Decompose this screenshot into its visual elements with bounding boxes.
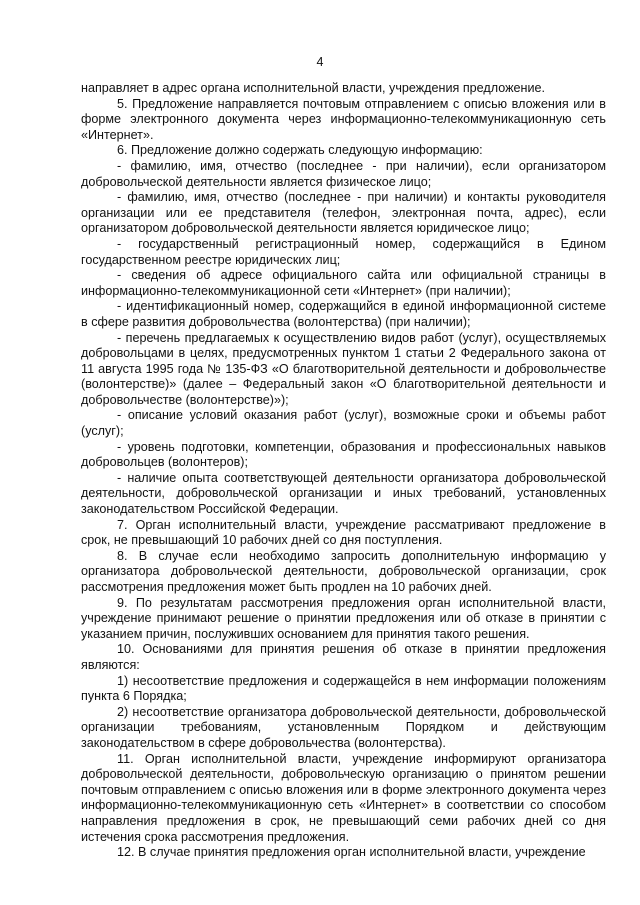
- page-number: 4: [316, 55, 324, 69]
- list-item-website: - сведения об адресе официального сайта или официальной страницы в информационно-телекоммуникационной сети «Интернет» (при наличии);: [81, 268, 606, 298]
- paragraph-item-10: 10. Основаниями для принятия решения об отказе в принятии предложения являются:: [81, 642, 606, 672]
- paragraph-continuation: направляет в адрес органа исполнительной власти, учреждения предложение.: [81, 81, 546, 95]
- paragraph-item-9: 9. По результатам рассмотрения предложения орган исполнительной власти, учреждение принимают решение о принятии предложения или об отказе в принятии с указанием причин, послуживших основанием для принятия такого решения.: [81, 595, 606, 641]
- paragraph-item-12: 12. В случае принятия предложения орган исполнительной власти, учреждение: [117, 845, 586, 860]
- paragraph-item-8: 8. В случае если необходимо запросить дополнительную информацию у организатора добровольческой деятельности, добровольческой организации, срок рассмотрения предложения может быть продлен на 10 рабочих дней.: [81, 548, 606, 594]
- list-item-conditions: - описание условий оказания работ (услуг), возможные сроки и объемы работ (услуг);: [81, 408, 606, 439]
- paragraph-item-7: 7. Орган исполнительный власти, учреждение рассматривают предложение в срок, не превышающий 10 рабочих дней со дня поступления.: [81, 517, 606, 548]
- list-item-reason-1: 1) несоответствие предложения и содержащейся в нем информации положениям пункта 6 Порядка;: [81, 673, 606, 704]
- list-item-identification-number: - идентификационный номер, содержащийся в единой информационной системе в сфере развития добровольчества (волонтерства) (при наличии);: [81, 299, 606, 329]
- list-item-full-name-legal-entity: - фамилию, имя, отчество (последнее - при наличии) и контакты руководителя организации или ее представителя (телефон, электронная почта, адрес), если организатором добровольческой деятельности является юридическое лицо;: [81, 190, 606, 236]
- document-body: [81, 81, 606, 861]
- paragraph-item-5: 5. Предложение направляется почтовым отправлением с описью вложения или в форме электронного документа через информационно-телекоммуникационную сеть «Интернет».: [81, 96, 606, 142]
- paragraph-item-11: 11. Орган исполнительной власти, учреждение информируют организатора добровольческой деятельности, добровольческую организацию о принятом решении почтовым отправлением с описью вложения или в форме электронного документа через информационно-телекоммуникационную сеть «Интернет» в соответствии со способом направления предложения в срок, не превышающий семи рабочих дней со дня истечения срока рассмотрения предложения.: [81, 751, 606, 844]
- list-item-reason-2: 2) несоответствие организатора добровольческой деятельности, добровольческой организации требованиям, установленным Порядком и действующим законодательством в сфере добровольчества (волонтерства).: [81, 704, 606, 750]
- list-item-training-level: - уровень подготовки, компетенции, образования и профессиональных навыков добровольцев (волонтеров);: [81, 439, 606, 470]
- paragraph-item-6: 6. Предложение должно содержать следующую информацию:: [117, 143, 483, 158]
- list-item-work-types: - перечень предлагаемых к осуществлению видов работ (услуг), осуществляемых добровольцами в целях, предусмотренных пунктом 1 статьи 2 Федерального закона от 11 августа 1995 года № 135-ФЗ «О благотворительной деятельности и добровольчестве (волонтерстве)» (далее – Федеральный закон «О благотворительной деятельности и добровольчестве (волонтерстве)»);: [81, 330, 606, 407]
- list-item-full-name-individual: - фамилию, имя, отчество (последнее - при наличии), если организатором добровольческой деятельности является физическое лицо;: [81, 158, 606, 189]
- list-item-registration-number: - государственный регистрационный номер, содержащийся в Едином государственном реестре юридических лиц;: [81, 236, 606, 267]
- list-item-experience: - наличие опыта соответствующей деятельности организатора добровольческой деятельности, добровольческой организации и иных требований, установленных законодательством Российской Федерации.: [81, 470, 606, 517]
